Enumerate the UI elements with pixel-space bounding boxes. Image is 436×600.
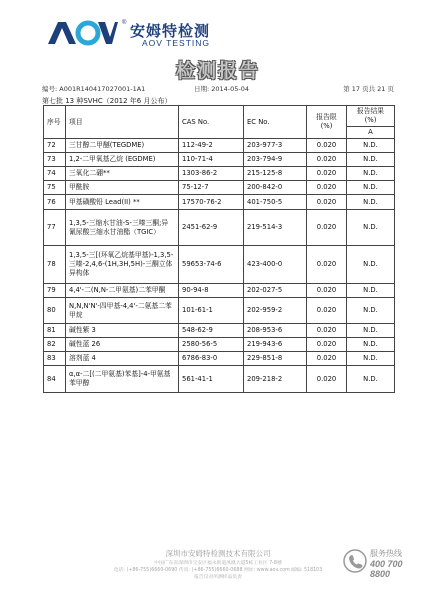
table-row bbox=[44, 338, 395, 352]
header-item: 项目 bbox=[66, 106, 179, 139]
footer-company-name: 深圳市安姆特检测技术有限公司 bbox=[165, 549, 271, 558]
cell-cas: 6786-83-0 bbox=[179, 352, 244, 366]
report-number: 编号: A001R140417027001-1A1 bbox=[42, 85, 146, 93]
svhc-results-table bbox=[43, 105, 395, 393]
cell-limit: 0.020 bbox=[307, 298, 347, 324]
cell-ec: 208-953-6 bbox=[244, 324, 307, 338]
header-limit-label: 报告限 bbox=[316, 113, 337, 122]
cell-ec: 200-842-0 bbox=[244, 181, 307, 195]
table-row bbox=[44, 298, 395, 324]
cell-no: 78 bbox=[44, 246, 66, 284]
cell-no: 72 bbox=[44, 139, 66, 153]
cell-no: 77 bbox=[44, 210, 66, 246]
cell-cas: 101-61-1 bbox=[179, 298, 244, 324]
logo-chinese-name: 安姆特检测 bbox=[130, 22, 211, 40]
cell-result: N.D. bbox=[347, 153, 395, 167]
cell-ec: 203-977-3 bbox=[244, 139, 307, 153]
cell-limit: 0.020 bbox=[307, 167, 347, 181]
header-result-unit: (%) bbox=[364, 116, 377, 124]
cell-cas: 1303-86-2 bbox=[179, 167, 244, 181]
cell-limit: 0.020 bbox=[307, 195, 347, 210]
cell-item: N,N,N'N'-四甲基-4,4'-二氨基二苯甲烷 bbox=[66, 298, 179, 324]
cell-ec: 219-514-3 bbox=[244, 210, 307, 246]
cell-result: N.D. bbox=[347, 324, 395, 338]
cell-result: N.D. bbox=[347, 167, 395, 181]
cell-limit: 0.020 bbox=[307, 210, 347, 246]
hotline-label: 服务热线 bbox=[370, 549, 402, 558]
cell-cas: 2580-56-5 bbox=[179, 338, 244, 352]
header-result bbox=[347, 106, 395, 127]
cell-no: 81 bbox=[44, 324, 66, 338]
cell-limit: 0.020 bbox=[307, 284, 347, 298]
cell-no: 83 bbox=[44, 352, 66, 366]
company-logo bbox=[46, 18, 246, 52]
cell-cas: 2451-62-9 bbox=[179, 210, 244, 246]
table-row bbox=[44, 366, 395, 393]
cell-limit: 0.020 bbox=[307, 366, 347, 393]
table-row bbox=[44, 246, 395, 284]
hotline-number: 400 700 8800 bbox=[370, 559, 403, 579]
cell-result: N.D. bbox=[347, 210, 395, 246]
header-limit-unit: (%) bbox=[320, 122, 333, 130]
cell-no: 76 bbox=[44, 195, 66, 210]
cell-item: 三甘醇二甲醚(TEGDME) bbox=[66, 139, 179, 153]
cell-ec: 203-794-9 bbox=[244, 153, 307, 167]
cell-no: 73 bbox=[44, 153, 66, 167]
cell-item: 三氧化二硼** bbox=[66, 167, 179, 181]
logo-english-name: AOV TESTING bbox=[142, 38, 210, 48]
cell-no: 84 bbox=[44, 366, 66, 393]
cell-ec: 401-750-5 bbox=[244, 195, 307, 210]
registered-mark: ® bbox=[122, 20, 127, 26]
cell-cas: 110-71-4 bbox=[179, 153, 244, 167]
footer-address-line3: 报告仅对所测样品负责 bbox=[194, 575, 242, 581]
cell-item: 甲酰胺 bbox=[66, 181, 179, 195]
cell-ec: 202-959-2 bbox=[244, 298, 307, 324]
cell-cas: 90-94-8 bbox=[179, 284, 244, 298]
cell-limit: 0.020 bbox=[307, 246, 347, 284]
cell-no: 74 bbox=[44, 167, 66, 181]
cell-cas: 59653-74-6 bbox=[179, 246, 244, 284]
footer-address-line1: 中国广东省深圳市宝安区福永街道凤凰大道5栋工业区 7-8楼 bbox=[154, 561, 282, 566]
table-row bbox=[44, 284, 395, 298]
table-row bbox=[44, 139, 395, 153]
cell-cas: 561-41-1 bbox=[179, 366, 244, 393]
cell-limit: 0.020 bbox=[307, 338, 347, 352]
header-limit bbox=[307, 106, 347, 139]
cell-ec: 229-851-8 bbox=[244, 352, 307, 366]
cell-item: 1,3,5-三[(环氧乙烷基甲基)-1,3,5-三嗪-2,4,6-(1H,3H,5H)-三酮立体异构体 bbox=[66, 246, 179, 284]
header-result-sample: A bbox=[347, 127, 395, 139]
cell-item: 1,3,5-三缩水甘油-S-三嗪三酮;异氰尿酸三缩水甘油酯（TGIC） bbox=[66, 210, 179, 246]
cell-result: N.D. bbox=[347, 284, 395, 298]
cell-ec: 219-943-6 bbox=[244, 338, 307, 352]
cell-result: N.D. bbox=[347, 246, 395, 284]
cell-cas: 75-12-7 bbox=[179, 181, 244, 195]
table-row bbox=[44, 195, 395, 210]
cell-ec: 423-400-0 bbox=[244, 246, 307, 284]
footer-address-line2: 电话: (+86-755)6660-0690 传真: (+86-755)6660-0688 网址: www.aov.com 邮编: 518103 bbox=[113, 568, 323, 574]
cell-ec: 209-218-2 bbox=[244, 366, 307, 393]
table-row bbox=[44, 181, 395, 195]
cell-result: N.D. bbox=[347, 366, 395, 393]
cell-no: 79 bbox=[44, 284, 66, 298]
page-number: 第 17 页共 21 页 bbox=[343, 85, 394, 93]
cell-result: N.D. bbox=[347, 352, 395, 366]
header-no: 序号 bbox=[44, 106, 66, 139]
cell-limit: 0.020 bbox=[307, 352, 347, 366]
cell-no: 82 bbox=[44, 338, 66, 352]
phone-icon bbox=[342, 548, 368, 574]
table-caption: 第七批 13 种SVHC（2012 年6 月公布） bbox=[42, 97, 172, 105]
header-ec: EC No. bbox=[244, 106, 307, 139]
cell-no: 80 bbox=[44, 298, 66, 324]
aov-logo-mark bbox=[46, 20, 118, 46]
header-cas: CAS No. bbox=[179, 106, 244, 139]
table-row bbox=[44, 167, 395, 181]
cell-result: N.D. bbox=[347, 181, 395, 195]
cell-cas: 17570-76-2 bbox=[179, 195, 244, 210]
cell-ec: 202-027-5 bbox=[244, 284, 307, 298]
table-row bbox=[44, 153, 395, 167]
cell-item: 溶剂蓝 4 bbox=[66, 352, 179, 366]
header-result-label: 报告结果 bbox=[356, 107, 385, 116]
cell-no: 75 bbox=[44, 181, 66, 195]
cell-limit: 0.020 bbox=[307, 324, 347, 338]
cell-result: N.D. bbox=[347, 338, 395, 352]
cell-cas: 112-49-2 bbox=[179, 139, 244, 153]
cell-item: 4,4'-二(N,N-二甲氨基)二苯甲酮 bbox=[66, 284, 179, 298]
cell-item: 甲基磺酸铅 Lead(II) ** bbox=[66, 195, 179, 210]
cell-limit: 0.020 bbox=[307, 153, 347, 167]
report-date: 日期: 2014-05-04 bbox=[194, 85, 250, 93]
cell-result: N.D. bbox=[347, 195, 395, 210]
cell-result: N.D. bbox=[347, 139, 395, 153]
cell-item: 碱性蓝 26 bbox=[66, 338, 179, 352]
cell-item: 碱性紫 3 bbox=[66, 324, 179, 338]
table-row bbox=[44, 210, 395, 246]
table-row bbox=[44, 352, 395, 366]
table-body bbox=[44, 139, 395, 393]
cell-ec: 215-125-8 bbox=[244, 167, 307, 181]
table-row bbox=[44, 324, 395, 338]
cell-limit: 0.020 bbox=[307, 139, 347, 153]
cell-item: α,α-二[(二甲氨基)苯基]-4-甲氨基苯甲醇 bbox=[66, 366, 179, 393]
cell-item: 1,2-二甲氧基乙烷 (EGDME) bbox=[66, 153, 179, 167]
report-title: 检测报告 bbox=[175, 60, 260, 82]
cell-cas: 548-62-9 bbox=[179, 324, 244, 338]
cell-result: N.D. bbox=[347, 298, 395, 324]
cell-limit: 0.020 bbox=[307, 181, 347, 195]
service-hotline bbox=[342, 548, 422, 578]
